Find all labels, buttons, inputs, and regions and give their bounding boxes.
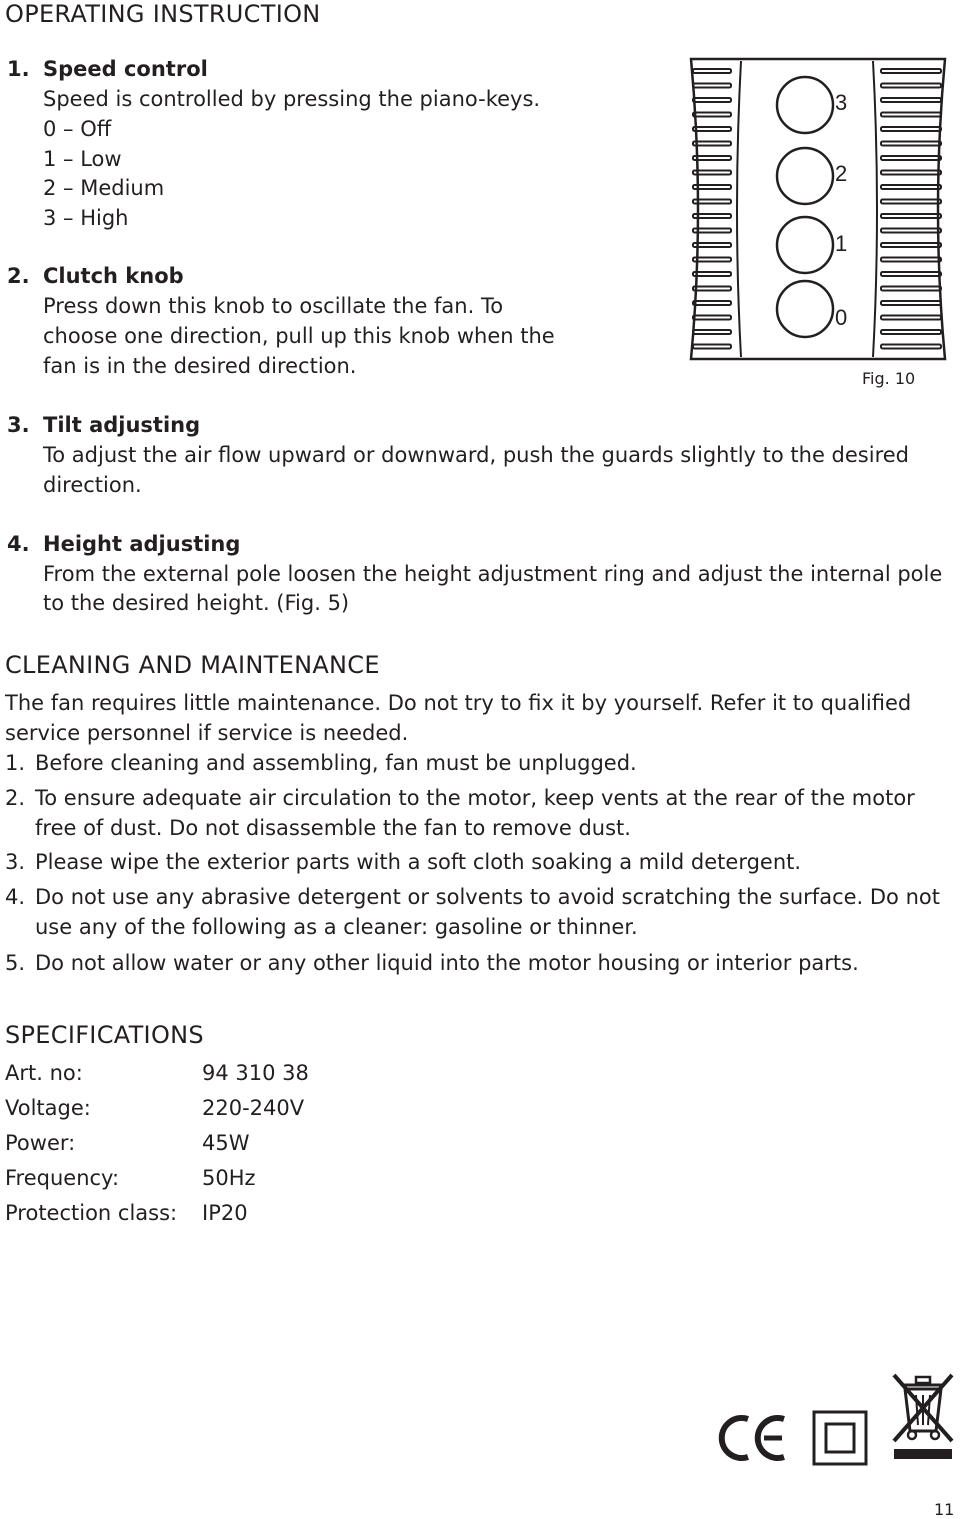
cleaning-heading: CLEANING AND MAINTENANCE: [5, 651, 380, 679]
grille-ridge: [881, 200, 941, 204]
grille-ridge: [881, 98, 941, 102]
section-3-line: direction.: [43, 473, 142, 497]
speed-key-1-icon: [777, 217, 833, 273]
section-2-title: Clutch knob: [43, 264, 184, 288]
cleaning-item-5-line: Do not allow water or any other liquid into the motor housing or interior parts.: [35, 951, 859, 975]
grille-ridge: [881, 113, 941, 117]
section-2-number: 2.: [7, 264, 30, 288]
cleaning-item-3-line: Please wipe the exterior parts with a soft cloth soaking a mild detergent.: [35, 850, 802, 874]
operating-heading: OPERATING INSTRUCTION: [5, 0, 321, 28]
grille-ridge: [693, 113, 731, 117]
cleaning-item-3-number: 3.: [5, 850, 26, 874]
page-number: 11: [934, 1500, 955, 1519]
spec-value: 220-240V: [202, 1096, 305, 1120]
key-label-2: 2: [835, 161, 848, 186]
spec-label: Art. no:: [5, 1061, 83, 1085]
grille-ridge: [881, 301, 941, 305]
cleaning-item-1-line: Before cleaning and assembling, fan must be unplugged.: [35, 751, 637, 775]
section-1-number: 1.: [7, 57, 30, 81]
section-2-line: Press down this knob to oscillate the fan. To: [43, 294, 504, 318]
spec-value: 45W: [202, 1131, 250, 1155]
grille-ridge: [693, 142, 731, 146]
key-label-3: 3: [835, 90, 848, 115]
grille-ridge: [693, 156, 731, 160]
grille-ridge: [693, 316, 731, 320]
speed-key-0-icon: [777, 281, 833, 337]
grille-ridge: [693, 345, 731, 349]
grille-ridge: [881, 330, 941, 334]
grille-ridge: [693, 301, 731, 305]
grille-ridge: [881, 272, 941, 276]
cleaning-intro-line: service personnel if service is needed.: [5, 721, 409, 745]
cleaning-item-2-number: 2.: [5, 786, 26, 810]
spec-value: 94 310 38: [202, 1061, 309, 1085]
spec-label: Power:: [5, 1131, 76, 1155]
grille-ridge: [881, 214, 941, 218]
speed-key-2-icon: [777, 148, 833, 204]
section-3-number: 3.: [7, 413, 30, 437]
grille-ridge: [693, 330, 731, 334]
grille-ridge: [881, 156, 941, 160]
grille-ridge: [881, 316, 941, 320]
grille-ridge: [693, 272, 731, 276]
grille-ridge: [693, 258, 731, 262]
grille-ridge: [881, 84, 941, 88]
double-square-icon: [812, 1410, 868, 1466]
grille-ridge: [881, 185, 941, 189]
section-1-line: 1 – Low: [43, 147, 122, 171]
grille-ridge: [881, 258, 941, 262]
cleaning-item-4-number: 4.: [5, 885, 26, 909]
cleaning-item-1-number: 1.: [5, 751, 26, 775]
section-2-line: fan is in the desired direction.: [43, 354, 357, 378]
spec-value: 50Hz: [202, 1166, 256, 1190]
section-4-line: to the desired height. (Fig. 5): [43, 591, 350, 615]
section-1-title: Speed control: [43, 57, 208, 81]
section-3-line: To adjust the air flow upward or downward, push the guards slightly to the desired: [43, 443, 910, 467]
ce-mark-icon: [718, 1413, 790, 1463]
section-1-line: 0 – Off: [43, 117, 112, 141]
spec-label: Voltage:: [5, 1096, 91, 1120]
figure-caption: Fig. 10: [862, 369, 916, 388]
cleaning-item-2-line: To ensure adequate air circulation to the motor, keep vents at the rear of the motor: [35, 786, 915, 810]
grille-ridge: [881, 345, 941, 349]
cleaning-intro-line: The fan requires little maintenance. Do not try to fix it by yourself. Refer it to qualified: [5, 691, 912, 715]
cleaning-item-5-number: 5.: [5, 951, 26, 975]
key-label-1: 1: [835, 231, 848, 256]
grille-ridge: [881, 127, 941, 131]
section-4-title: Height adjusting: [43, 532, 241, 556]
speed-key-3-icon: [777, 77, 833, 133]
grille-ridge: [693, 127, 731, 131]
section-4-number: 4.: [7, 532, 30, 556]
cleaning-item-4-line: Do not use any abrasive detergent or solvents to avoid scratching the surface. Do not: [35, 885, 940, 909]
crossed-bin-icon: [888, 1367, 958, 1463]
grille-ridge: [881, 243, 941, 247]
section-3-title: Tilt adjusting: [43, 413, 201, 437]
grille-ridge: [693, 287, 731, 291]
grille-ridge: [881, 171, 941, 175]
grille-ridge: [881, 69, 941, 73]
cleaning-item-2-line: free of dust. Do not disassemble the fan to remove dust.: [35, 816, 631, 840]
grille-ridge: [881, 229, 941, 233]
grille-ridge: [881, 142, 941, 146]
cleaning-item-4-line: use any of the following as a cleaner: gasoline or thinner.: [35, 915, 638, 939]
grille-ridge: [881, 287, 941, 291]
grille-ridge: [693, 69, 731, 73]
spec-value: IP20: [202, 1201, 248, 1225]
grille-ridge: [693, 84, 731, 88]
section-4-line: From the external pole loosen the height adjustment ring and adjust the internal pole: [43, 562, 943, 586]
section-1-line: 3 – High: [43, 206, 129, 230]
specifications-heading: SPECIFICATIONS: [5, 1021, 204, 1049]
section-1-line: Speed is controlled by pressing the piano-keys.: [43, 87, 541, 111]
spec-label: Frequency:: [5, 1166, 120, 1190]
grille-ridge: [693, 98, 731, 102]
spec-label: Protection class:: [5, 1201, 178, 1225]
key-label-0: 0: [835, 305, 848, 330]
section-2-line: choose one direction, pull up this knob when the: [43, 324, 555, 348]
piano-keys-figure: [683, 55, 953, 365]
section-1-line: 2 – Medium: [43, 176, 165, 200]
